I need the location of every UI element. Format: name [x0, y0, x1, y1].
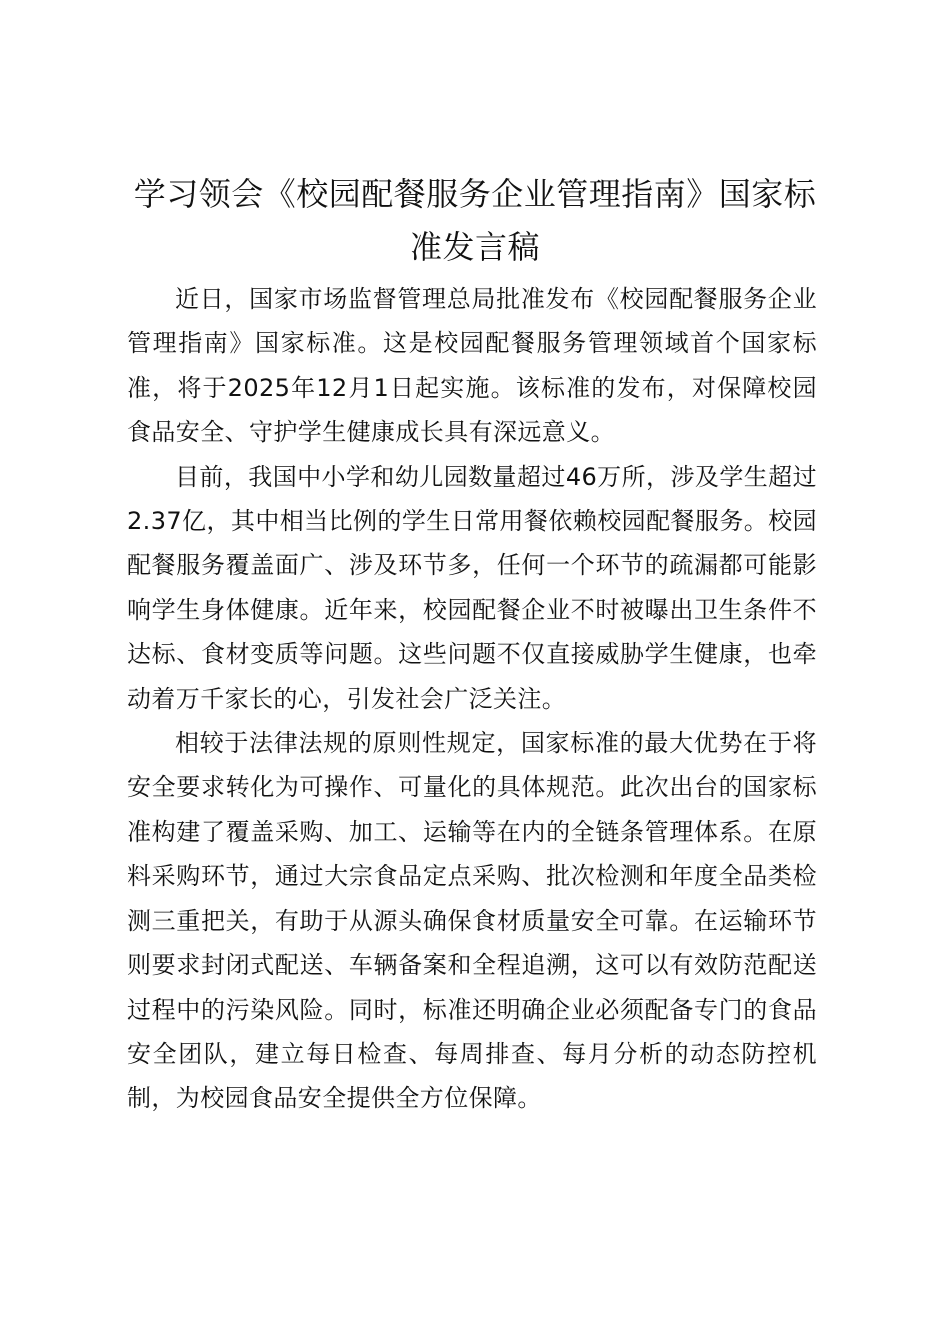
body-paragraph: 相较于法律法规的原则性规定，国家标准的最大优势在于将安全要求转化为可操作、可量化的具体规范。此次出台的国家标准构建了覆盖采购、加工、运输等在内的全链条管理体系。在原料采购环节，通过大宗食品定点采购、批次检测和年度全品类检测三重把关，有助于从源头确保食材质量安全可靠。在运输环节则要求封闭式配送、车辆备案和全程追溯，这可以有效防范配送过程中的污染风险。同时，标准还明确企业必须配备专门的食品安全团队，建立每日检查、每周排查、每月分析的动态防控机制，为校园食品安全提供全方位保障。: [127, 729, 817, 1113]
body-paragraph: 目前，我国中小学和幼儿园数量超过46万所，涉及学生超过2.37亿，其中相当比例的学生日常用餐依赖校园配餐服务。校园配餐服务覆盖面广、涉及环节多，任何一个环节的疏漏都可能影响学生身体健康。近年来，校园配餐企业不时被曝出卫生条件不达标、食材变质等问题。这些问题不仅直接威胁学生健康，也牵动着万千家长的心，引发社会广泛关注。: [127, 462, 817, 713]
document-body: [127, 277, 817, 1121]
document-title: 学习领会《校园配餐服务企业管理指南》国家标准发言稿: [133, 175, 817, 266]
body-paragraph: 近日，国家市场监督管理总局批准发布《校园配餐服务企业管理指南》国家标准。这是校园配餐服务管理领域首个国家标准，将于2025年12月1日起实施。该标准的发布，对保障校园食品安全、守护学生健康成长具有深远意义。: [127, 285, 817, 447]
